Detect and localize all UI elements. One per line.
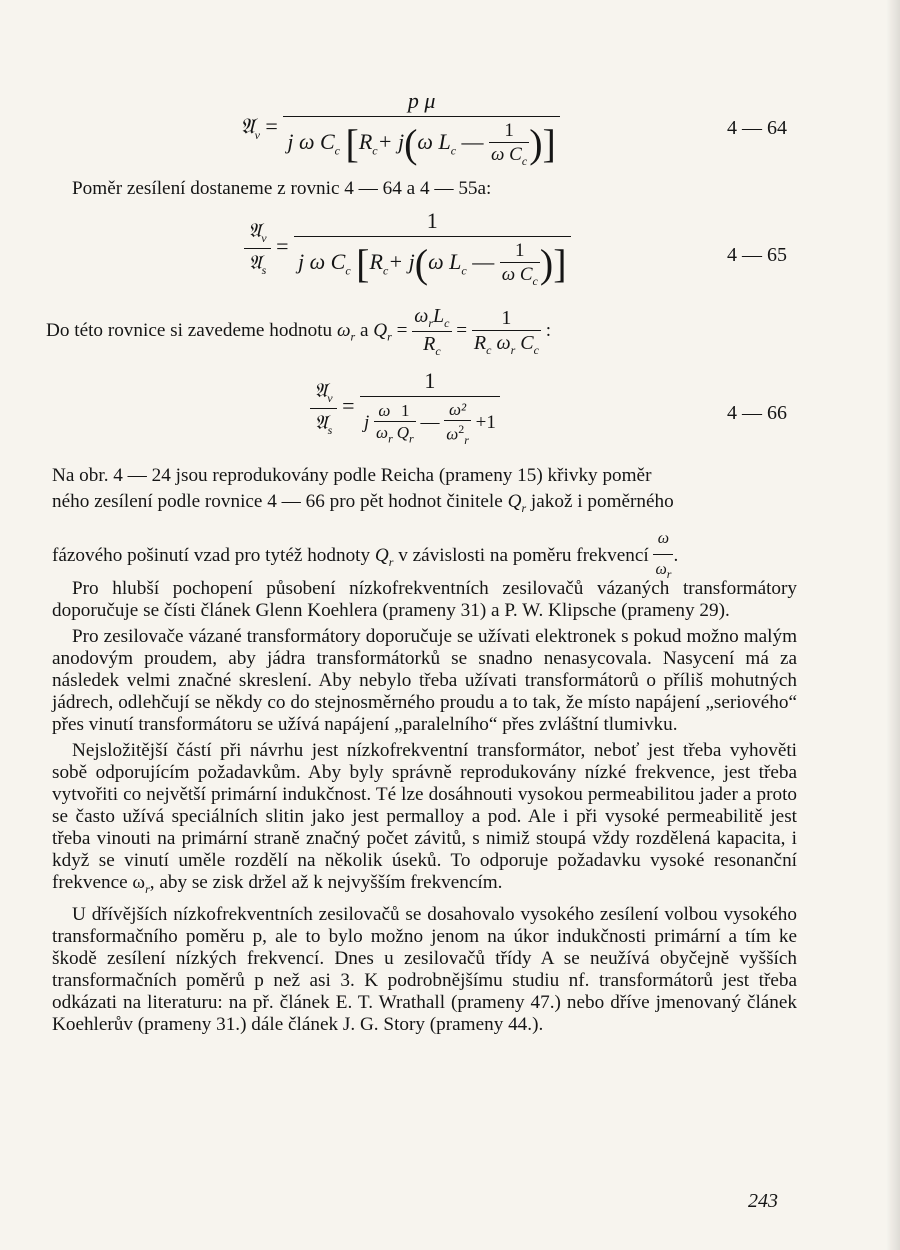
equation-number-4-65: 4 — 65 [727, 244, 787, 266]
equation-4-64-fraction: p μ j ω $C_c$ [$R_c+ j(\omega$ $L_c$ — $\frac{1}{\omega C_c}$ )] [283, 90, 560, 167]
equation-4-66: $\frac{𝔄_v}{𝔄_s}$ = 1 j $\frac{\omega}{\omega_r}$ $\frac{1}{Q_r}$ — $\frac{\text{ω²}}{\omega^2_r}$ +1 [310, 370, 500, 446]
text-line-na-obr-2: ného zesílení podle rovnice 4 — 66 pro pět hodnot činitele $Q_r$ jakož i poměrného [52, 491, 674, 515]
equation-number-4-66: 4 — 66 [727, 402, 787, 424]
page-edge-shadow [886, 0, 900, 1250]
paragraph-electrons: Pro zesilovače vázané transformátory doporučuje se užívati elektronek s pokud možno malým anodovým proudem, aby jádra transformátorků se snadno nenasycovala. Nasycení má za následek velmi značné skreslení. Aby nebylo třeba užívati transformátorů o příliš mohutných jádrech, odlehčují se někdy co do stejnosměrného proudu a to tak, že místo napájení „seriového“ přes vinutí transformátoru se užívá napájení „paralelního“ přes zvláštní tlumivku. [52, 626, 797, 735]
page-number: 243 [748, 1190, 778, 1212]
equation-4-65-lhs: $\frac{𝔄_v}{𝔄_s}$ [244, 221, 271, 276]
paragraph-transformer: Nejsložitější částí při návrhu jest nízkofrekventní transformátor, neboť jest třeba vyhověti sobě odporujícím požadavkům. Aby byly správně reprodukovány nízké frekvence, jest třeba vytvořiti co největší primární indukčnost. Té lze dosáhnouti vysokou permeabilitou jader a proto se často užívá speciálních slitin jako jest permalloy a pod. Ale i při vysoké permeabilitě jest třeba vinouti na primární straně značný počet závitů, s nimiž stoupá vždy rozdělená kapacita, i když se vinutí uměle rozdělí na několik úseků. To odporuje požadavku vysoké resonanční frekvence $\omega_r$, aby se zisk držel až k nejvyšším frekvencím. [52, 740, 797, 896]
body-paragraphs [52, 578, 797, 1036]
qr-definition-line: Do této rovnice si zavedeme hodnotu $\omega_r$ a $Q_r$ = $\frac{\omega_rL_c}{R_c}$ = $\frac{1}{R_c \omega_r C_c}$ : [46, 305, 552, 358]
text-line-na-obr-1: Na obr. 4 — 24 jsou reprodukovány podle Reicha (prameny 15) křivky poměr [52, 465, 652, 486]
equation-number-4-64: 4 — 64 [727, 117, 787, 139]
paragraph-koehler: Pro hlubší pochopení působení nízkofrekventních zesilovačů vázaných transformátory doporučuje se čísti článek Glenn Koehlera (prameny 31) a P. W. Klipsche (prameny 29). [52, 578, 797, 621]
paragraph-earlier-amplifiers: U dřívějších nízkofrekventních zesilovačů se dosahovalo vysokého zesílení volbou vysokého transformačního poměru p, ale to bylo možno jenom na úkor indukčnosti primární a tím ke škodě zesílení nízkých frekvencí. Dnes u zesilovačů třídy A se neužívá obyčejně vyšších transformačních poměrů p než asi 3. K podrobnějšímu studiu nf. transformátorů jest třeba odkázati na literaturu: na př. článek E. T. Wrathall (prameny 47.) nebo dříve jmenovaný článek Koehlerův (prameny 31.) dále článek J. G. Story (prameny 44.). [52, 903, 797, 1035]
equation-4-64: 𝔄$_v$ = p μ j ω $C_c$ [$R_c+ j(\omega$ $L_c$ — $\frac{1}{\omega C_c}$ )] [240, 90, 560, 167]
text-line-ratio: Poměr zesílení dostaneme z rovnic 4 — 64 a 4 — 55a: [72, 178, 492, 199]
equation-4-66-lhs: $\frac{𝔄_v}{𝔄_s}$ [310, 381, 337, 436]
equation-4-66-fraction: 1 j $\frac{\omega}{\omega_r}$ $\frac{1}{Q_r}$ — $\frac{\text{ω²}}{\omega^2_r}$ +1 [360, 370, 500, 446]
equation-4-65: $\frac{𝔄_v}{𝔄_s}$ = 1 j ω $C_c$ [$R_c+ j(\omega$ $L_c$ — $\frac{1}{\omega C_c}$ )] [244, 210, 571, 287]
text-line-na-obr-3: fázového pošinutí vzad pro tytéž hodnoty $Q_r$ v závislosti na poměru frekvencí $\frac{\omega}{\omega_r}$ . [52, 526, 678, 587]
equation-4-65-fraction: 1 j ω $C_c$ [$R_c+ j(\omega$ $L_c$ — $\frac{1}{\omega C_c}$ )] [294, 210, 571, 287]
